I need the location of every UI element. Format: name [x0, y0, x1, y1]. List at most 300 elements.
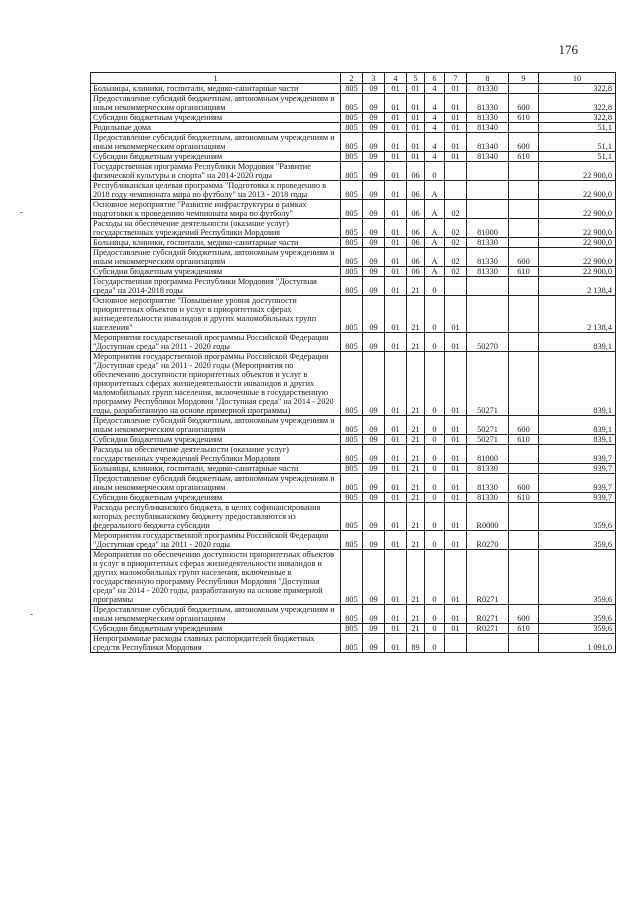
table-row [91, 200, 616, 219]
amount-cell: 839,1 [539, 352, 616, 416]
direction-cell: R0000 [467, 503, 509, 531]
amount-cell: 22 900,0 [539, 200, 616, 219]
name-cell: Предоставление субсидий бюджетным, автономным учреждениям и иным некоммерческим организациям [91, 416, 341, 435]
event-cell [445, 181, 467, 200]
direction-cell: 50271 [467, 352, 509, 416]
grbs-cell: 805 [341, 219, 363, 238]
direction-cell: R0271 [467, 624, 509, 634]
subsection-cell: 01 [385, 84, 407, 94]
amount-cell: 22 900,0 [539, 248, 616, 267]
table-row [91, 493, 616, 503]
subsection-cell: 01 [385, 474, 407, 493]
program-cell: 01 [407, 123, 425, 133]
expense-type-cell [509, 634, 539, 653]
grbs-cell: 805 [341, 238, 363, 248]
subprogram-cell: 4 [425, 94, 445, 113]
event-cell: 01 [445, 152, 467, 162]
event-cell: 01 [445, 445, 467, 464]
program-cell: 06 [407, 162, 425, 181]
grbs-cell: 805 [341, 267, 363, 277]
subsection-cell: 01 [385, 550, 407, 605]
subprogram-cell: А [425, 219, 445, 238]
subprogram-cell: А [425, 200, 445, 219]
subprogram-cell: 0 [425, 531, 445, 550]
subprogram-cell: 0 [425, 634, 445, 653]
program-cell: 21 [407, 464, 425, 474]
table-row [91, 503, 616, 531]
direction-cell: 81340 [467, 123, 509, 133]
event-cell: 01 [445, 113, 467, 123]
event-cell [445, 634, 467, 653]
expense-type-cell: 610 [509, 113, 539, 123]
program-cell: 21 [407, 531, 425, 550]
expense-type-cell [509, 181, 539, 200]
program-cell: 21 [407, 550, 425, 605]
header-cell: 1 [91, 73, 341, 84]
section-cell: 09 [363, 634, 385, 653]
direction-cell: 81000 [467, 219, 509, 238]
event-cell: 02 [445, 248, 467, 267]
direction-cell [467, 162, 509, 181]
subsection-cell: 01 [385, 152, 407, 162]
program-cell: 21 [407, 277, 425, 296]
section-cell: 09 [363, 113, 385, 123]
expense-type-cell [509, 200, 539, 219]
subsection-cell: 01 [385, 277, 407, 296]
grbs-cell: 805 [341, 531, 363, 550]
section-cell: 09 [363, 200, 385, 219]
subsection-cell: 01 [385, 248, 407, 267]
table-row [91, 219, 616, 238]
header-cell: 4 [385, 73, 407, 84]
event-cell: 02 [445, 219, 467, 238]
direction-cell: 81000 [467, 445, 509, 464]
name-cell: Мероприятия государственной программы Российской Федерации "Доступная среда" на 2011 - 2020 годы [91, 333, 341, 352]
expense-type-cell [509, 296, 539, 333]
subprogram-cell: 0 [425, 277, 445, 296]
name-cell: Расходы на обеспечение деятельности (оказание услуг) государственных учреждений Республики Мордовия [91, 219, 341, 238]
table-row [91, 162, 616, 181]
amount-cell: 322,8 [539, 94, 616, 113]
grbs-cell: 805 [341, 503, 363, 531]
table-row [91, 416, 616, 435]
direction-cell [467, 296, 509, 333]
direction-cell [467, 277, 509, 296]
subprogram-cell: 0 [425, 333, 445, 352]
grbs-cell: 805 [341, 84, 363, 94]
section-cell: 09 [363, 181, 385, 200]
section-cell: 09 [363, 238, 385, 248]
scan-speck [30, 614, 33, 615]
expense-type-cell: 600 [509, 474, 539, 493]
amount-cell: 22 900,0 [539, 162, 616, 181]
name-cell: Субсидии бюджетным учреждениям [91, 113, 341, 123]
table-row [91, 352, 616, 416]
event-cell: 01 [445, 123, 467, 133]
amount-cell: 1 091,0 [539, 634, 616, 653]
amount-cell: 839,1 [539, 435, 616, 445]
name-cell: Основное мероприятие "Повышение уровня доступности приоритетных объектов и услуг в приоритетных сферах жизнедеятельности инвалидов и других маломобильных групп населения" [91, 296, 341, 333]
table-row [91, 84, 616, 94]
subprogram-cell: 0 [425, 550, 445, 605]
header-cell: 6 [425, 73, 445, 84]
name-cell: Предоставление субсидий бюджетным, автономным учреждениям и иным некоммерческим организациям [91, 474, 341, 493]
subsection-cell: 01 [385, 624, 407, 634]
section-cell: 09 [363, 352, 385, 416]
expense-type-cell: 610 [509, 267, 539, 277]
event-cell: 01 [445, 84, 467, 94]
amount-cell: 939,7 [539, 464, 616, 474]
expense-type-cell [509, 445, 539, 464]
amount-cell: 939,7 [539, 493, 616, 503]
header-row [91, 73, 616, 84]
grbs-cell: 805 [341, 123, 363, 133]
amount-cell: 51,1 [539, 123, 616, 133]
grbs-cell: 805 [341, 435, 363, 445]
event-cell: 01 [445, 435, 467, 445]
program-cell: 01 [407, 84, 425, 94]
amount-cell: 51,1 [539, 133, 616, 152]
grbs-cell: 805 [341, 474, 363, 493]
event-cell: 01 [445, 531, 467, 550]
subprogram-cell: 0 [425, 605, 445, 624]
name-cell: Расходы республиканского бюджета, в целях софинансирования которых республиканскому бюджету предоставляются из федерального бюджета субсидии [91, 503, 341, 531]
expense-type-cell [509, 219, 539, 238]
program-cell: 01 [407, 152, 425, 162]
expense-type-cell [509, 162, 539, 181]
event-cell: 01 [445, 550, 467, 605]
program-cell: 21 [407, 333, 425, 352]
scan-speck [20, 212, 23, 213]
amount-cell: 322,8 [539, 113, 616, 123]
subsection-cell: 01 [385, 531, 407, 550]
subprogram-cell: А [425, 267, 445, 277]
program-cell: 21 [407, 503, 425, 531]
section-cell: 09 [363, 219, 385, 238]
subsection-cell: 01 [385, 352, 407, 416]
section-cell: 09 [363, 531, 385, 550]
subprogram-cell: 0 [425, 624, 445, 634]
table-row [91, 435, 616, 445]
subprogram-cell: 4 [425, 123, 445, 133]
event-cell: 01 [445, 493, 467, 503]
grbs-cell: 805 [341, 416, 363, 435]
direction-cell: 81330 [467, 474, 509, 493]
direction-cell: 81330 [467, 493, 509, 503]
expense-type-cell [509, 123, 539, 133]
event-cell: 01 [445, 94, 467, 113]
subprogram-cell: А [425, 181, 445, 200]
direction-cell: 81330 [467, 464, 509, 474]
event-cell: 01 [445, 503, 467, 531]
grbs-cell: 805 [341, 624, 363, 634]
subsection-cell: 01 [385, 94, 407, 113]
section-cell: 09 [363, 123, 385, 133]
subprogram-cell: 4 [425, 84, 445, 94]
grbs-cell: 805 [341, 550, 363, 605]
name-cell: Субсидии бюджетным учреждениям [91, 152, 341, 162]
subprogram-cell: 4 [425, 152, 445, 162]
subsection-cell: 01 [385, 605, 407, 624]
program-cell: 21 [407, 435, 425, 445]
amount-cell: 359,6 [539, 605, 616, 624]
grbs-cell: 805 [341, 113, 363, 123]
subprogram-cell: А [425, 248, 445, 267]
name-cell: Родильные дома [91, 123, 341, 133]
program-cell: 21 [407, 296, 425, 333]
name-cell: Основное мероприятие "Развитие инфраструктуры в рамках подготовки к проведению чемпионата мира по футболу" [91, 200, 341, 219]
section-cell: 09 [363, 503, 385, 531]
amount-cell: 359,6 [539, 503, 616, 531]
program-cell: 01 [407, 133, 425, 152]
name-cell: Субсидии бюджетным учреждениям [91, 624, 341, 634]
amount-cell: 22 900,0 [539, 181, 616, 200]
name-cell: Мероприятия государственной программы Российской Федерации "Доступная среда" на 2011 - 2020 годы (Мероприятия по обеспечению доступности приоритетных объектов и услуг в приоритетных сферах жизнедеятельности инвалидов и других маломобильных групп населения, включенные в государственную программу Республики Мордовия "Доступная среда" на 2014 - 2020 годы, разработанную на основе примерной программы) [91, 352, 341, 416]
subsection-cell: 01 [385, 296, 407, 333]
event-cell: 01 [445, 296, 467, 333]
table-row [91, 474, 616, 493]
section-cell: 09 [363, 267, 385, 277]
header-cell: 10 [539, 73, 616, 84]
subprogram-cell: 4 [425, 113, 445, 123]
direction-cell: R0270 [467, 531, 509, 550]
name-cell: Мероприятия государственной программы Российской Федерации "Доступная среда" на 2011 - 2020 годы [91, 531, 341, 550]
direction-cell: 81340 [467, 152, 509, 162]
header-cell: 2 [341, 73, 363, 84]
event-cell: 01 [445, 416, 467, 435]
grbs-cell: 805 [341, 133, 363, 152]
grbs-cell: 805 [341, 181, 363, 200]
program-cell: 01 [407, 113, 425, 123]
program-cell: 06 [407, 238, 425, 248]
subsection-cell: 01 [385, 113, 407, 123]
program-cell: 21 [407, 416, 425, 435]
program-cell: 21 [407, 352, 425, 416]
expense-type-cell: 600 [509, 94, 539, 113]
subsection-cell: 01 [385, 493, 407, 503]
expense-type-cell: 610 [509, 493, 539, 503]
program-cell: 21 [407, 445, 425, 464]
section-cell: 09 [363, 416, 385, 435]
name-cell: Предоставление субсидий бюджетным, автономным учреждениям и иным некоммерческим организациям [91, 94, 341, 113]
expense-type-cell [509, 464, 539, 474]
direction-cell: 50271 [467, 416, 509, 435]
table-row [91, 296, 616, 333]
name-cell: Больницы, клиники, госпитали, медико-санитарные части [91, 464, 341, 474]
event-cell: 01 [445, 605, 467, 624]
amount-cell: 939,7 [539, 445, 616, 464]
grbs-cell: 805 [341, 296, 363, 333]
grbs-cell: 805 [341, 162, 363, 181]
program-cell: 21 [407, 624, 425, 634]
event-cell: 02 [445, 267, 467, 277]
subsection-cell: 01 [385, 219, 407, 238]
section-cell: 09 [363, 94, 385, 113]
event-cell: 02 [445, 200, 467, 219]
expense-type-cell: 600 [509, 248, 539, 267]
table-row [91, 464, 616, 474]
expense-type-cell [509, 531, 539, 550]
section-cell: 09 [363, 474, 385, 493]
table-row [91, 181, 616, 200]
subsection-cell: 01 [385, 181, 407, 200]
amount-cell: 359,6 [539, 550, 616, 605]
event-cell: 01 [445, 624, 467, 634]
expense-type-cell: 610 [509, 435, 539, 445]
program-cell: 06 [407, 248, 425, 267]
amount-cell: 359,6 [539, 531, 616, 550]
page-number: 176 [558, 42, 578, 57]
table-row [91, 550, 616, 605]
header-cell: 9 [509, 73, 539, 84]
event-cell: 01 [445, 333, 467, 352]
expense-type-cell [509, 550, 539, 605]
subprogram-cell: 0 [425, 435, 445, 445]
direction-cell [467, 634, 509, 653]
expense-type-cell: 600 [509, 605, 539, 624]
amount-cell: 359,6 [539, 624, 616, 634]
direction-cell: 81330 [467, 238, 509, 248]
name-cell: Предоставление субсидий бюджетным, автономным учреждениям и иным некоммерческим организациям [91, 605, 341, 624]
name-cell: Мероприятия по обеспечению доступности приоритетных объектов и услуг в приоритетных сферах жизнедеятельности инвалидов и других маломобильных групп населения, включенные в государственную программу Республики Мордовия "Доступная среда" на 2014 - 2020 годы, разработанную на основе примерной программы [91, 550, 341, 605]
subsection-cell: 01 [385, 162, 407, 181]
name-cell: Больницы, клиники, госпитали, медико-санитарные части [91, 84, 341, 94]
subprogram-cell: 0 [425, 493, 445, 503]
subsection-cell: 01 [385, 200, 407, 219]
grbs-cell: 805 [341, 352, 363, 416]
direction-cell: R0271 [467, 605, 509, 624]
amount-cell: 22 900,0 [539, 267, 616, 277]
table-row [91, 267, 616, 277]
name-cell: Республиканская целевая программа "Подготовка к проведению в 2018 году чемпионата мира по футболу" на 2013 - 2018 годы [91, 181, 341, 200]
direction-cell: 50271 [467, 435, 509, 445]
name-cell: Государственная программа Республики Мордовия "Развитие физической культуры и спорта" на 2014-2020 годы [91, 162, 341, 181]
grbs-cell: 805 [341, 152, 363, 162]
amount-cell: 22 900,0 [539, 219, 616, 238]
subsection-cell: 01 [385, 267, 407, 277]
amount-cell: 22 900,0 [539, 238, 616, 248]
subsection-cell: 01 [385, 464, 407, 474]
name-cell: Предоставление субсидий бюджетным, автономным учреждениям и иным некоммерческим организациям [91, 248, 341, 267]
expense-type-cell: 610 [509, 624, 539, 634]
direction-cell: 81330 [467, 267, 509, 277]
table-row [91, 634, 616, 653]
table-row [91, 152, 616, 162]
subsection-cell: 01 [385, 123, 407, 133]
expense-type-cell: 600 [509, 133, 539, 152]
section-cell: 09 [363, 277, 385, 296]
grbs-cell: 805 [341, 248, 363, 267]
name-cell: Расходы на обеспечение деятельности (оказание услуг) государственных учреждений Республики Мордовия [91, 445, 341, 464]
expense-type-cell [509, 238, 539, 248]
subprogram-cell: 0 [425, 464, 445, 474]
program-cell: 21 [407, 605, 425, 624]
expense-type-cell [509, 84, 539, 94]
section-cell: 09 [363, 84, 385, 94]
subprogram-cell: 0 [425, 352, 445, 416]
program-cell: 01 [407, 94, 425, 113]
table-row [91, 624, 616, 634]
program-cell: 06 [407, 181, 425, 200]
direction-cell: 81330 [467, 248, 509, 267]
direction-cell [467, 200, 509, 219]
subprogram-cell: 0 [425, 474, 445, 493]
grbs-cell: 805 [341, 605, 363, 624]
section-cell: 09 [363, 464, 385, 474]
expense-type-cell: 600 [509, 416, 539, 435]
grbs-cell: 805 [341, 200, 363, 219]
grbs-cell: 805 [341, 333, 363, 352]
section-cell: 09 [363, 333, 385, 352]
table-row [91, 94, 616, 113]
amount-cell: 839,1 [539, 416, 616, 435]
subprogram-cell: 0 [425, 503, 445, 531]
section-cell: 09 [363, 133, 385, 152]
amount-cell: 2 138,4 [539, 277, 616, 296]
section-cell: 09 [363, 435, 385, 445]
expense-type-cell [509, 503, 539, 531]
table-row [91, 133, 616, 152]
header-cell: 5 [407, 73, 425, 84]
subprogram-cell: 0 [425, 162, 445, 181]
table-row [91, 238, 616, 248]
name-cell: Субсидии бюджетным учреждениям [91, 435, 341, 445]
event-cell: 01 [445, 464, 467, 474]
table-row [91, 531, 616, 550]
grbs-cell: 805 [341, 445, 363, 464]
table-row [91, 123, 616, 133]
event-cell: 01 [445, 133, 467, 152]
table-row [91, 333, 616, 352]
name-cell: Субсидии бюджетным учреждениям [91, 267, 341, 277]
section-cell: 09 [363, 550, 385, 605]
table-row [91, 605, 616, 624]
expense-type-cell [509, 352, 539, 416]
expense-type-cell: 610 [509, 152, 539, 162]
grbs-cell: 805 [341, 493, 363, 503]
expense-type-cell [509, 277, 539, 296]
table-row [91, 445, 616, 464]
program-cell: 89 [407, 634, 425, 653]
subprogram-cell: 4 [425, 133, 445, 152]
header-cell: 8 [467, 73, 509, 84]
grbs-cell: 805 [341, 634, 363, 653]
subsection-cell: 01 [385, 634, 407, 653]
subprogram-cell: 0 [425, 445, 445, 464]
program-cell: 21 [407, 493, 425, 503]
name-cell: Государственная программа Республики Мордовия "Доступная среда" на 2014-2018 годы [91, 277, 341, 296]
direction-cell [467, 181, 509, 200]
subprogram-cell: А [425, 238, 445, 248]
name-cell: Субсидии бюджетным учреждениям [91, 493, 341, 503]
expense-type-cell [509, 333, 539, 352]
name-cell: Непрограммные расходы главных распорядителей бюджетных средств Республики Мордовия [91, 634, 341, 653]
subsection-cell: 01 [385, 503, 407, 531]
table-row [91, 277, 616, 296]
event-cell [445, 162, 467, 181]
event-cell [445, 277, 467, 296]
table-row [91, 113, 616, 123]
event-cell: 01 [445, 352, 467, 416]
section-cell: 09 [363, 605, 385, 624]
budget-table [90, 72, 616, 653]
header-cell: 3 [363, 73, 385, 84]
section-cell: 09 [363, 296, 385, 333]
section-cell: 09 [363, 624, 385, 634]
section-cell: 09 [363, 162, 385, 181]
subprogram-cell: 0 [425, 296, 445, 333]
subsection-cell: 01 [385, 416, 407, 435]
